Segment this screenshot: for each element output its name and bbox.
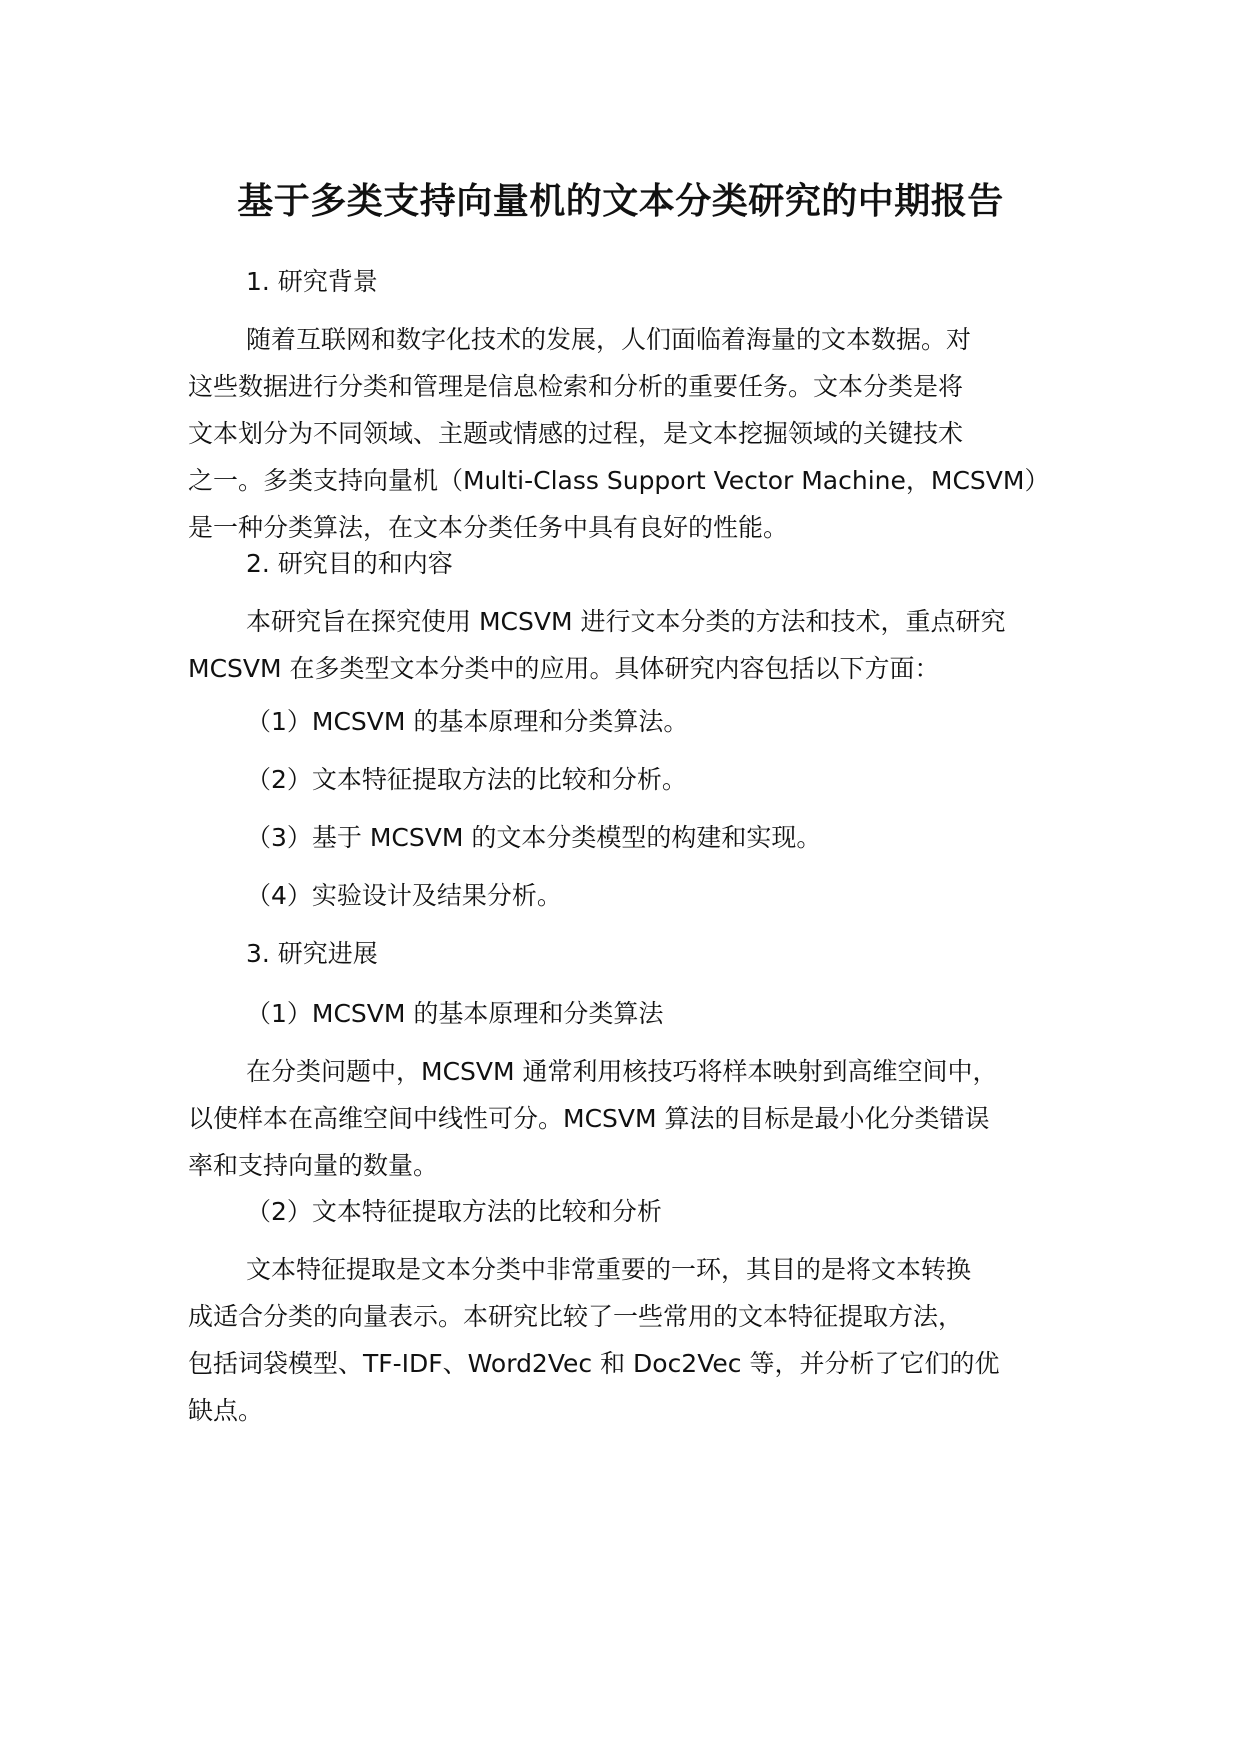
paragraph-line: 以使样本在高维空间中线性可分。MCSVM 算法的目标是最小化分类错误 (188, 1104, 990, 1133)
paragraph-line: 包括词袋模型、TF-IDF、Word2Vec 和 Doc2Vec 等，并分析了它们的优 (188, 1349, 1000, 1378)
paragraph-line: 率和支持向量的数量。 (188, 1151, 439, 1180)
section-heading-progress: 3. 研究进展 (246, 939, 378, 968)
subsection-heading: （2）文本特征提取方法的比较和分析 (246, 1197, 662, 1226)
paragraph-line: 之一。多类支持向量机（Multi-Class Support Vector Machine，MCSVM） (188, 466, 1050, 495)
paragraph-line: 文本划分为不同领域、主题或情感的过程，是文本挖掘领域的关键技术 (188, 419, 964, 448)
paragraph-line: MCSVM 在多类型文本分类中的应用。具体研究内容包括以下方面： (188, 654, 940, 683)
section-heading-background: 1. 研究背景 (246, 267, 378, 296)
paragraph-line: 缺点。 (188, 1396, 264, 1425)
list-item: （4）实验设计及结果分析。 (246, 881, 562, 910)
list-item: （2）文本特征提取方法的比较和分析。 (246, 765, 687, 794)
section-heading-purpose: 2. 研究目的和内容 (246, 549, 453, 578)
paragraph-line: 文本特征提取是文本分类中非常重要的一环，其目的是将文本转换 (246, 1255, 972, 1284)
list-item: （1）MCSVM 的基本原理和分类算法。 (246, 707, 689, 736)
document-title: 基于多类支持向量机的文本分类研究的中期报告 (237, 181, 1004, 222)
paragraph-line: 随着互联网和数字化技术的发展，人们面临着海量的文本数据。对 (246, 325, 972, 354)
paragraph-line: 这些数据进行分类和管理是信息检索和分析的重要任务。文本分类是将 (188, 372, 964, 401)
list-item: （3）基于 MCSVM 的文本分类模型的构建和实现。 (246, 823, 822, 852)
paragraph-line: 是一种分类算法，在文本分类任务中具有良好的性能。 (188, 513, 789, 542)
paragraph-features (188, 1246, 1058, 1434)
paragraph-background (188, 316, 1058, 551)
paragraph-line: 本研究旨在探究使用 MCSVM 进行文本分类的方法和技术，重点研究 (246, 607, 1006, 636)
subsection-heading: （1）MCSVM 的基本原理和分类算法 (246, 999, 664, 1028)
paragraph-line: 在分类问题中，MCSVM 通常利用核技巧将样本映射到高维空间中， (246, 1057, 998, 1086)
paragraph-line: 成适合分类的向量表示。本研究比较了一些常用的文本特征提取方法， (188, 1302, 964, 1331)
paragraph-mcsvm (188, 1048, 1058, 1189)
paragraph-purpose (188, 598, 1058, 692)
